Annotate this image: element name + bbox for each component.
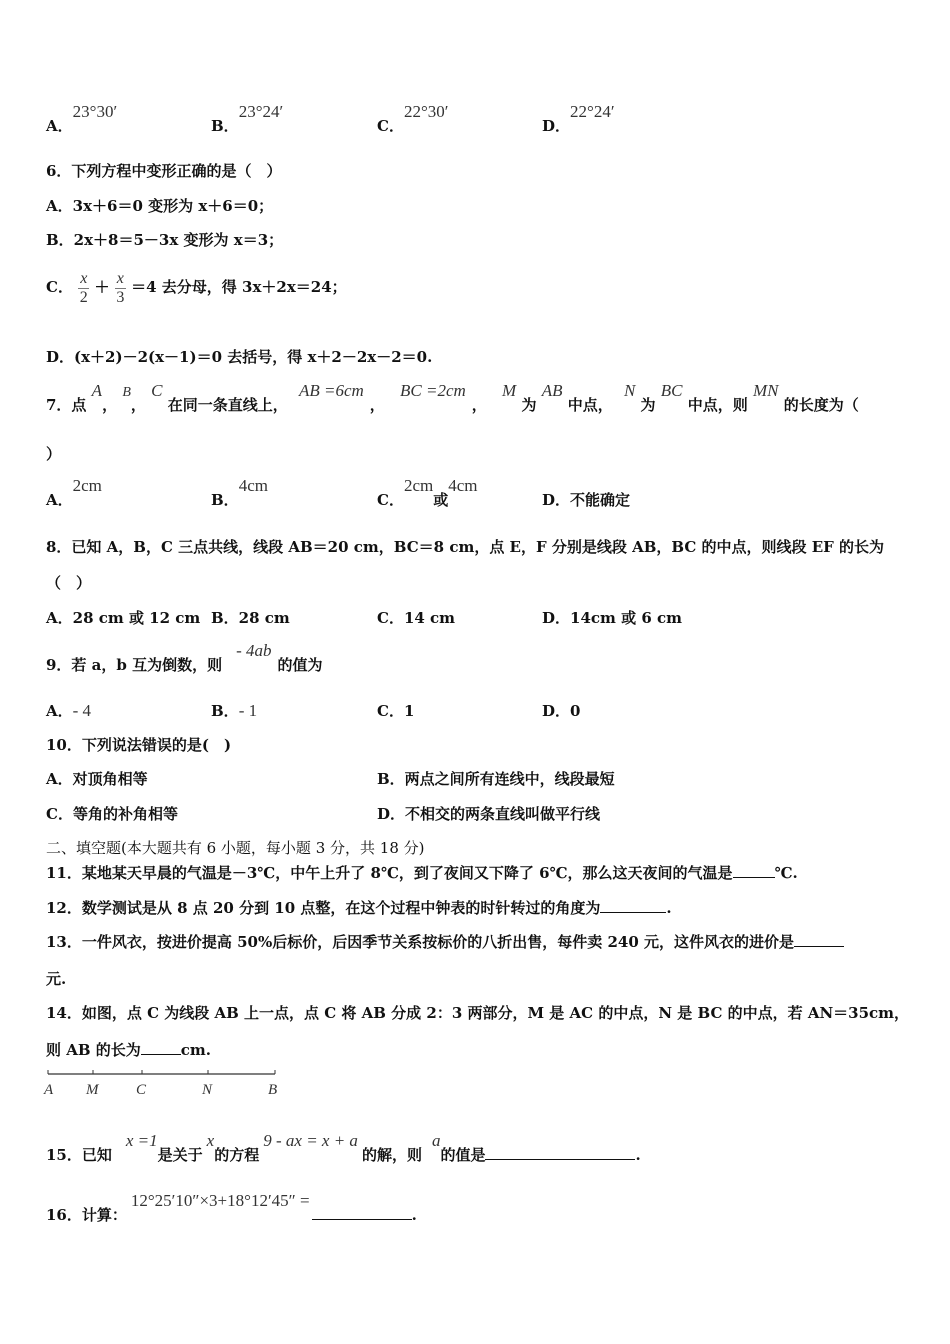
q15-answer-blank[interactable] [485,1145,635,1160]
section-heading: 二、填空题(本大题共有 6 小题，每小题 3 分，共 18 分) [46,839,425,857]
q10-option-b: B．两点之间所有连线中，线段最短 [377,770,615,788]
fraction-x-over-3: $\frac{x}{3}$ [116,269,125,306]
q10-option-d: D．不相交的两条直线叫做平行线 [377,805,601,823]
q10-option-a: A．对顶角相等 [46,770,148,788]
point-label-a: A [44,1082,54,1098]
q5-option-c: C．22°30′ [377,102,449,135]
q8-stem: 8．已知 A，B，C 三点共线，线段 AB＝20 cm，BC＝8 cm，点 E，F 分别是线段 AB，BC 的中点，则线段 EF 的长为 [46,538,885,556]
q9-option-a: A．- 4 [46,701,92,720]
q11: 11．某地某天早晨的气温是－3℃，中午上升了 8℃，到了夜间又下降了 6℃，那么这天夜间的气温是 ℃. [46,864,798,882]
q12-answer-blank[interactable] [600,898,666,913]
q10-stem: 10．下列说法错误的是( ) [46,736,232,754]
q9-option-c: C．1 [377,702,415,720]
q10-option-c: C．等角的补角相等 [46,805,178,823]
q16-answer-blank[interactable] [312,1205,412,1220]
q12: 12．数学测试是从 8 点 20 分到 10 点整，在这个过程中钟表的时针转过的角度为 . [46,899,672,917]
q16: 16．计算：12°25′10″×3+18°12′45″ =. [46,1191,417,1224]
q14-segment-figure [40,1066,290,1100]
point-label-n: N [202,1082,213,1098]
q7-option-a: A．2cm [46,476,102,509]
q13: 13．一件风衣，按进价提高 50%后标价，后因季节关系按标价的八折出售，每件卖 240 元，这件风衣的进价是 [46,932,844,952]
q15: 15．已知x =1是关于x的方程9 - ax = x + a的解，则a的值是 . [46,1131,641,1164]
q7-option-c: C．2cm或4cm [377,476,478,509]
q9-option-b: B．- 1 [211,701,258,720]
q5-option-a: A．23°30′ [46,102,118,135]
q8-option-d: D．14cm 或 6 cm [542,609,682,627]
q8-paren: （ ） [46,574,92,592]
q7-option-b: B．4cm [211,476,268,509]
q6-option-d: D．(x＋2)－2(x－1)＝0 去括号，得 x＋2－2x－2＝0. [46,348,433,366]
q6-option-a: A．3x＋6＝0 变形为 x＋6＝0； [46,197,274,215]
q6-option-b: B．2x＋8＝5－3x 变形为 x＝3； [46,231,284,249]
q6-stem: 6．下列方程中变形正确的是（ ） [46,162,282,180]
q7-option-d: D．不能确定 [542,491,631,509]
q9-option-d: D．0 [542,702,581,720]
q7-stem: 7．点 A， B， C 在同一条直线上， AB =6cm， BC =2cm， M 为 AB 中点， N 为 BC 中点，则 MN 的长度为（ [46,381,859,414]
q14-question: 则 AB 的长为 cm. [46,1041,211,1059]
q14-answer-blank[interactable] [141,1040,181,1055]
q13-unit: 元. [46,970,67,988]
point-label-m: M [86,1082,99,1098]
q6-option-c: C． $\frac{x}{2}$ ＋ $\frac{x}{3}$ ＝4 去分母，得 3x＋2x＝24； [46,269,347,306]
q11-answer-blank[interactable] [733,863,775,878]
point-label-c: C [136,1082,147,1098]
q13-answer-blank[interactable] [794,932,844,947]
point-label-b: B [268,1082,278,1098]
q5-option-d: D．22°24′ [542,102,615,135]
q7-close-paren: ） [46,445,62,463]
q5-option-b: B．23°24′ [211,102,284,135]
q8-option-c: C．14 cm [377,609,456,627]
q8-option-b: B．28 cm [211,609,290,627]
fraction-x-over-2: $\frac{x}{2}$ [79,269,88,306]
q14-stem: 14．如图，点 C 为线段 AB 上一点，点 C 将 AB 分成 2：3 两部分，M 是 AC 的中点，N 是 BC 的中点，若 AN＝35cm， [46,1004,910,1022]
q8-option-a: A．28 cm 或 12 cm [46,609,201,627]
q9-stem: 9．若 a，b 互为倒数，则- 4ab的值为 [46,641,323,674]
